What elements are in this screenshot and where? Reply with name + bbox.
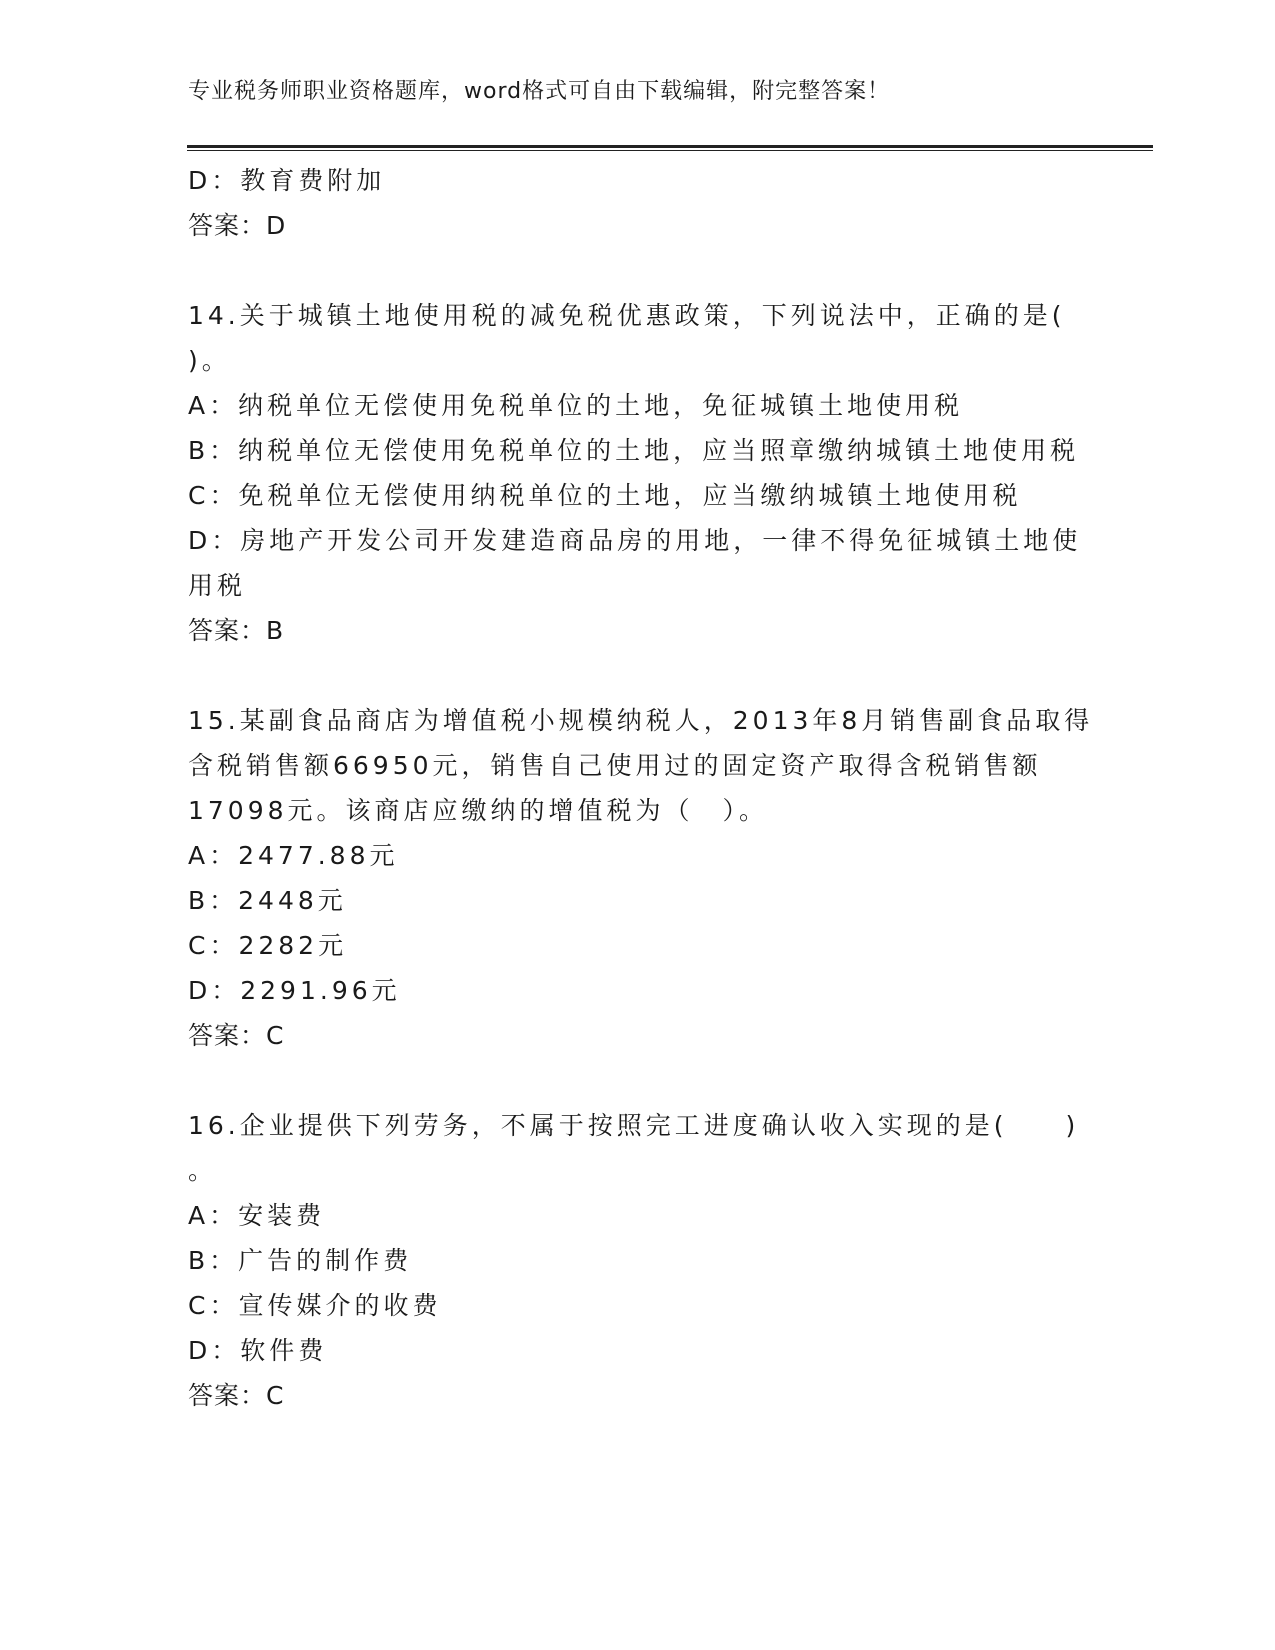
- question-15-line-1: 15.某副食品商店为增值税小规模纳税人，2013年8月销售副食品取得: [188, 706, 1094, 735]
- question-15-line-3: 17098元。该商店应缴纳的增值税为（ ）。: [188, 796, 769, 825]
- question-14-line-2: )。: [188, 346, 231, 375]
- option-a-q14: A：纳税单位无偿使用免税单位的土地，免征城镇土地使用税: [188, 391, 964, 420]
- option-b-q14: B：纳税单位无偿使用免税单位的土地，应当照章缴纳城镇土地使用税: [188, 436, 1080, 465]
- question-15-line-2: 含税销售额66950元，销售自己使用过的固定资产取得含税销售额: [188, 751, 1042, 780]
- question-16-line-1: 16.企业提供下列劳务，不属于按照完工进度确认收入实现的是( ): [188, 1111, 1080, 1140]
- option-a-q16: A：安装费: [188, 1201, 326, 1230]
- option-c-q16: C：宣传媒介的收费: [188, 1291, 442, 1320]
- answer-q15: 答案：C: [188, 1021, 285, 1050]
- option-d-q14-line-2: 用税: [188, 571, 247, 600]
- document-body: [188, 158, 1094, 1418]
- option-d-q13: D：教育费附加: [188, 166, 386, 195]
- option-b-q16: B：广告的制作费: [188, 1246, 413, 1275]
- option-c-q15: C：2282元: [188, 931, 348, 960]
- option-d-q15: D：2291.96元: [188, 976, 401, 1005]
- answer-q14: 答案：B: [188, 616, 285, 645]
- spacer: [188, 1058, 1088, 1103]
- question-14-line-1: 14.关于城镇土地使用税的减免税优惠政策，下列说法中，正确的是(: [188, 301, 1066, 330]
- option-d-q16: D：软件费: [188, 1336, 328, 1365]
- header-rule-thin: [187, 150, 1153, 151]
- option-a-q15: A：2477.88元: [188, 841, 399, 870]
- header-rule-thick: [187, 145, 1153, 148]
- answer-q13: 答案：D: [188, 211, 287, 240]
- spacer: [188, 653, 1088, 698]
- option-d-q14-line-1: D：房地产开发公司开发建造商品房的用地，一律不得免征城镇土地使: [188, 526, 1082, 555]
- answer-q16: 答案：C: [188, 1381, 285, 1410]
- question-16-line-2: 。: [188, 1156, 218, 1185]
- option-c-q14: C：免税单位无偿使用纳税单位的土地，应当缴纳城镇土地使用税: [188, 481, 1022, 510]
- spacer: [188, 248, 1088, 293]
- option-b-q15: B：2448元: [188, 886, 347, 915]
- page-header: 专业税务师职业资格题库，word格式可自由下载编辑，附完整答案！: [188, 79, 891, 104]
